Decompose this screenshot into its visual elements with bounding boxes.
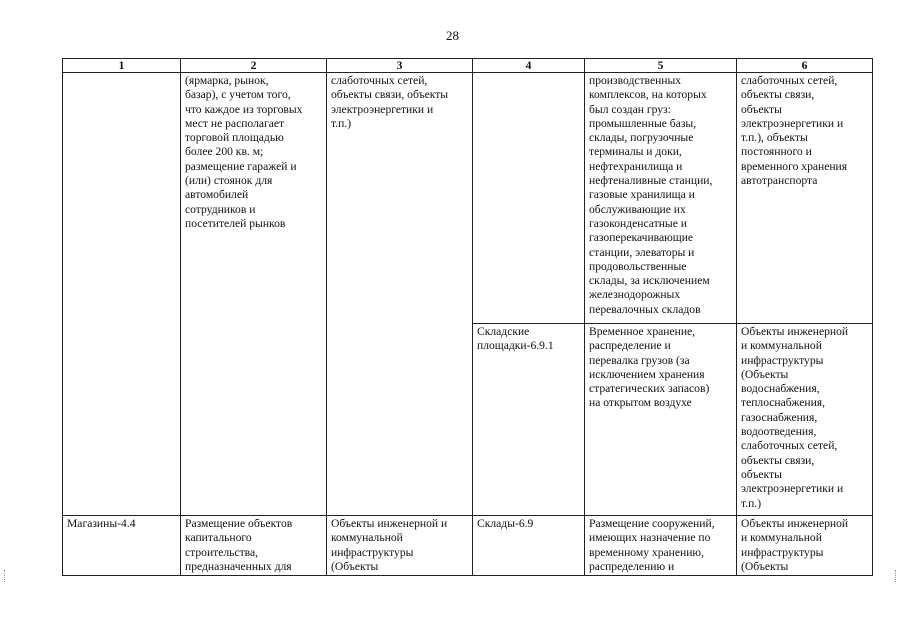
cell-text: Магазины-4.4 <box>67 517 136 530</box>
table-cell <box>63 516 181 576</box>
table-cell <box>737 516 873 576</box>
cell-text: Объекты инженерной и коммунальной инфраструктуры (Объекты <box>741 517 849 573</box>
table-cell <box>473 516 585 576</box>
cell-text: (ярмарка, рынок, базар), с учетом того, что каждое из торговых мест не располагает торговой площадью более 200 кв. м; размещение гаражей и (или) стоянок для автомобилей сотрудников и посетителей рынков <box>185 74 303 230</box>
cell-text: Складские площадки-6.9.1 <box>477 325 554 353</box>
table-cell <box>327 73 473 516</box>
table-cell <box>63 73 181 516</box>
cell-text: слаботочных сетей, объекты связи, объекты электроэнергетики и т.п.), объекты постоянного и временного хранения автотранспорта <box>741 74 848 188</box>
regulation-table <box>62 58 873 576</box>
column-header-5: 5 <box>585 59 737 73</box>
cell-text: Объекты инженерной и коммунальной инфраструктуры (Объекты водоснабжения, теплоснабжения, газоснабжения, водоотведения, слаботочных сетей, объекты связи, объекты электроэнергетики и т.п.) <box>741 325 849 510</box>
cell-text: Размещение объектов капитального строительства, предназначенных для <box>185 517 293 573</box>
column-header-1: 1 <box>63 59 181 73</box>
cell-text: Временное хранение, распределение и перевалка грузов (за исключением хранения стратегических запасов) на открытом воздухе <box>589 325 710 410</box>
table-cell <box>473 73 585 324</box>
table-cell <box>473 324 585 516</box>
table-cell <box>327 516 473 576</box>
column-header-3: 3 <box>327 59 473 73</box>
table-cell <box>585 73 737 324</box>
column-header-4: 4 <box>473 59 585 73</box>
cell-text: производственных комплексов, на которых был создан груз: промышленные базы, склады, погрузочные терминалы и доки, нефтехранилища и нефтеналивные станции, газовые хранилища и обслуживающие их газоконденсатные и газоперекачивающие станции, элеваторы и продовольственные склады, за исключением железнодорожных перевалочных складов <box>589 74 713 316</box>
table-cell <box>737 324 873 516</box>
column-header-6: 6 <box>737 59 873 73</box>
column-header-2: 2 <box>181 59 327 73</box>
table-cell <box>737 73 873 324</box>
table-row <box>63 516 873 576</box>
cell-text: слаботочных сетей, объекты связи, объекты электроэнергетики и т.п.) <box>331 74 449 130</box>
table-cell <box>181 516 327 576</box>
scan-margin-mark-right <box>895 570 900 582</box>
cell-text: Размещение сооружений, имеющих назначение по временному хранению, распределению и <box>589 517 715 573</box>
table-cell <box>585 324 737 516</box>
cell-text: Склады-6.9 <box>477 517 534 530</box>
table-cell <box>585 516 737 576</box>
table-row <box>63 73 873 324</box>
page-number: 28 <box>446 28 459 43</box>
scan-margin-mark-left <box>4 570 9 582</box>
header-row <box>63 59 873 73</box>
cell-text: Объекты инженерной и коммунальной инфраструктуры (Объекты <box>331 517 448 573</box>
table-cell <box>181 73 327 516</box>
